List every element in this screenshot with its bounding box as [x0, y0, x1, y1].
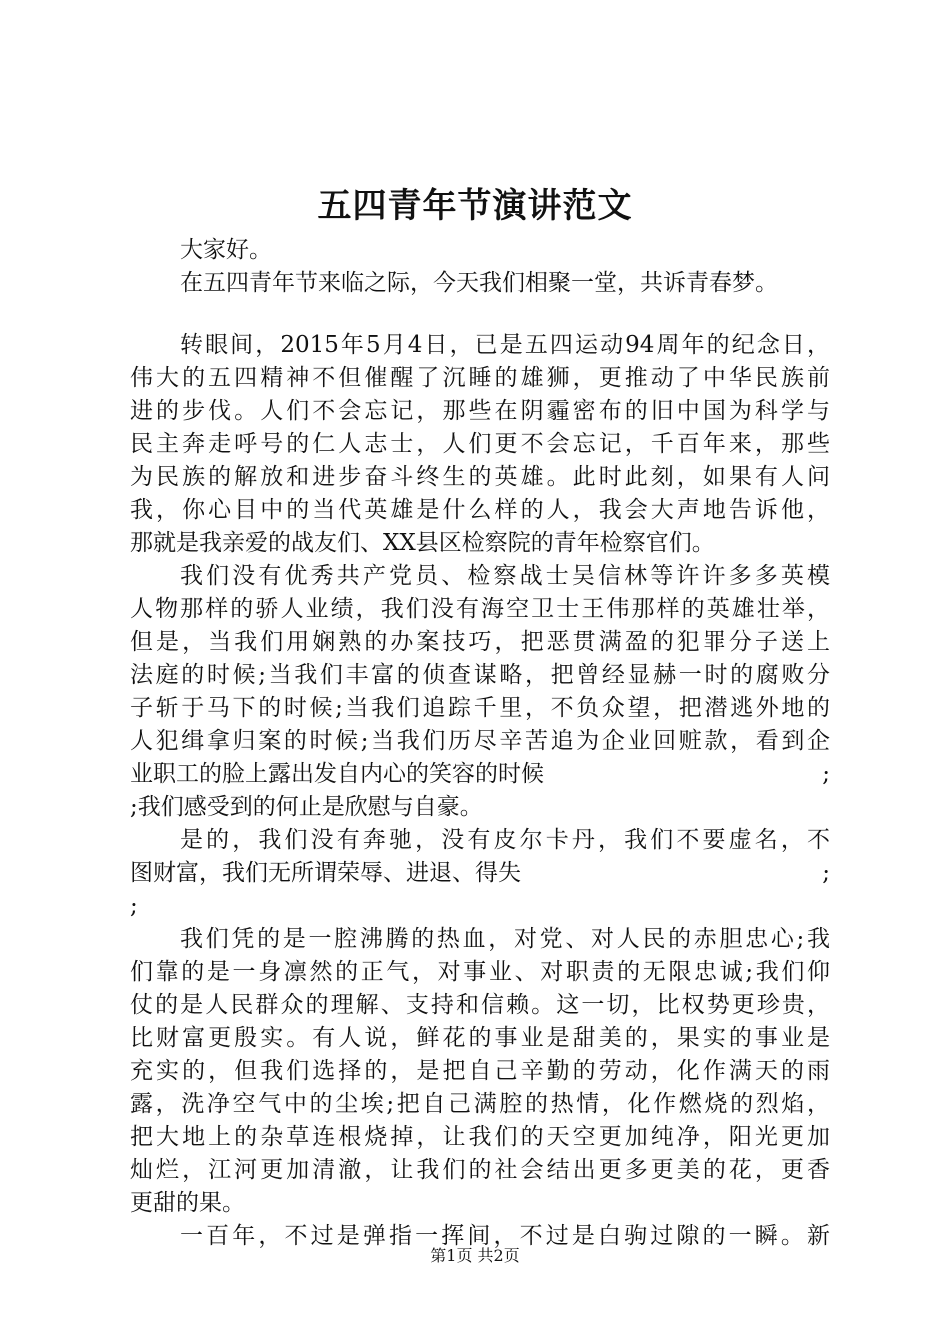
- text-line: 但是，当我们用娴熟的办案技巧，把恶贯满盈的犯罪分子送上: [130, 629, 830, 655]
- text-line: 我们凭的是一腔沸腾的热血，对党、对人民的赤胆忠心;我: [180, 926, 830, 952]
- text-line: 法庭的时候;当我们丰富的侦查谋略，把曾经显赫一时的腐败分: [130, 662, 830, 688]
- text-line: 们靠的是一身凛然的正气，对事业、对职责的无限忠诚;我们仰: [130, 959, 830, 985]
- document-title: 五四青年节演讲范文: [317, 186, 633, 226]
- text-line: 人物那样的骄人业绩，我们没有海空卫士王伟那样的英雄壮举，: [130, 596, 830, 622]
- text-line: 民主奔走呼号的仁人志士，人们更不会忘记，千百年来，那些: [130, 431, 830, 457]
- text-line: 我，你心目中的当代英雄是什么样的人，我会大声地告诉他，: [130, 497, 830, 523]
- text-segment: ;: [822, 761, 830, 787]
- text-line: 为民族的解放和进步奋斗终生的英雄。此时此刻，如果有人问: [130, 464, 830, 490]
- text-segment: 图财富，我们无所谓荣辱、进退、得失: [130, 860, 521, 886]
- text-line: 转眼间，2015年5月4日，已是五四运动94周年的纪念日，: [180, 332, 830, 358]
- text-segment: ;: [822, 860, 830, 886]
- text-line: 大家好。: [180, 237, 272, 263]
- text-line: 灿烂，江河更加清澈，让我们的社会结出更多更美的花，更香: [130, 1157, 830, 1183]
- text-line: ;: [130, 893, 138, 919]
- text-line: 人犯缉拿归案的时候;当我们历尽辛苦追为企业回赃款，看到企: [130, 728, 830, 754]
- text-line: 露，洗净空气中的尘埃;把自己满腔的热情，化作燃烧的烈焰，: [130, 1091, 830, 1117]
- text-line: ;我们感受到的何止是欣慰与自豪。: [130, 794, 483, 820]
- text-line: 伟大的五四精神不但催醒了沉睡的雄狮，更推动了中华民族前: [130, 365, 830, 391]
- text-line: 比财富更殷实。有人说，鲜花的事业是甜美的，果实的事业是: [130, 1025, 830, 1051]
- text-line: 我们没有优秀共产党员、检察战士吴信林等许许多多英模: [180, 563, 830, 589]
- text-line: 那就是我亲爱的战友们、XX县区检察院的青年检察官们。: [130, 530, 715, 556]
- page-footer: 第1页 共2页: [430, 1246, 520, 1265]
- text-line: 子斩于马下的时候;当我们追踪千里，不负众望，把潜逃外地的: [130, 695, 830, 721]
- text-line: 充实的，但我们选择的，是把自己辛勤的劳动，化作满天的雨: [130, 1058, 830, 1084]
- text-line: 是的，我们没有奔驰，没有皮尔卡丹，我们不要虚名，不: [180, 827, 830, 853]
- text-line: 仗的是人民群众的理解、支持和信赖。这一切，比权势更珍贵，: [130, 992, 830, 1018]
- text-line: [130, 758, 830, 790]
- text-line: 一百年，不过是弹指一挥间，不过是白驹过隙的一瞬。新: [180, 1223, 830, 1249]
- text-segment: 业职工的脸上露出发自内心的笑容的时候: [130, 761, 544, 787]
- text-line: 在五四青年节来临之际，今天我们相聚一堂，共诉青春梦。: [180, 270, 778, 296]
- text-line: [130, 857, 830, 889]
- text-line: 把大地上的杂草连根烧掉，让我们的天空更加纯净，阳光更加: [130, 1124, 830, 1150]
- text-line: 进的步伐。人们不会忘记，那些在阴霾密布的旧中国为科学与: [130, 398, 830, 424]
- text-line: 更甜的果。: [130, 1190, 245, 1216]
